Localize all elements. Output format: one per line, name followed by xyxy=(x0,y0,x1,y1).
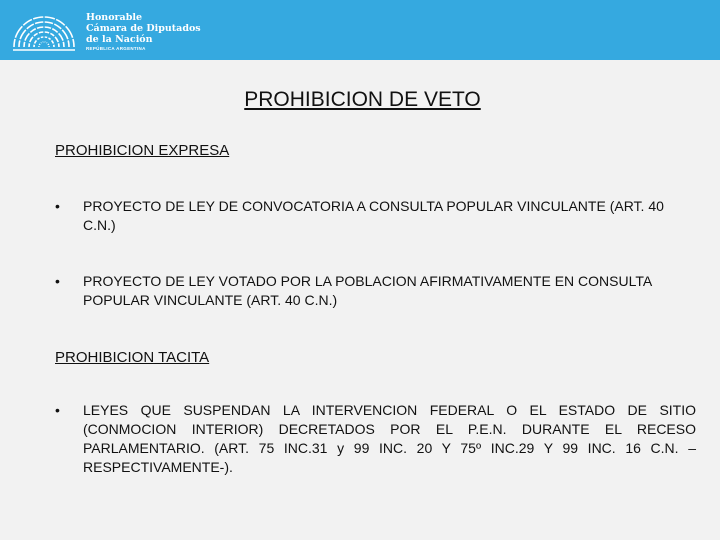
header-bar xyxy=(0,0,720,60)
brand-line-1: Honorable xyxy=(86,12,143,23)
brand-line-2: Cámara de Diputados xyxy=(86,23,201,34)
bullet-icon: • xyxy=(55,198,60,214)
brand-subtitle: REPÚBLICA ARGENTINA xyxy=(86,46,146,51)
page-title: PROHIBICION DE VETO xyxy=(244,88,481,111)
bullet-icon: • xyxy=(55,402,60,418)
bullet-text: PROYECTO DE LEY VOTADO POR LA POBLACION AFIRMATIVAMENTE EN CONSULTA POPULAR VINCULANTE (ART. 40 C.N.) xyxy=(83,273,652,308)
section-heading-tacita: PROHIBICION TACITA xyxy=(55,349,210,366)
bullet-text: PROYECTO DE LEY DE CONVOCATORIA A CONSULTA POPULAR VINCULANTE (ART. 40 C.N.) xyxy=(83,198,664,233)
bullet-text: LEYES QUE SUSPENDAN LA INTERVENCION FEDERAL O EL ESTADO DE SITIO (CONMOCION INTERIOR) DECRETADOS POR EL P.E.N. DURANTE EL RECESO PARLAMENTARIO. (ART. 75 INC.31 y 99 INC. 20 Y 75º INC.29 Y 99 INC. 16 C.N. – RESPECTIVAMENTE-). xyxy=(83,402,696,475)
brand-text xyxy=(86,12,201,52)
bullet-icon: • xyxy=(55,273,60,289)
congress-logo-icon xyxy=(10,7,78,53)
section-heading-expresa: PROHIBICION EXPRESA xyxy=(55,142,230,159)
brand-line-3: de la Nación xyxy=(86,34,153,45)
